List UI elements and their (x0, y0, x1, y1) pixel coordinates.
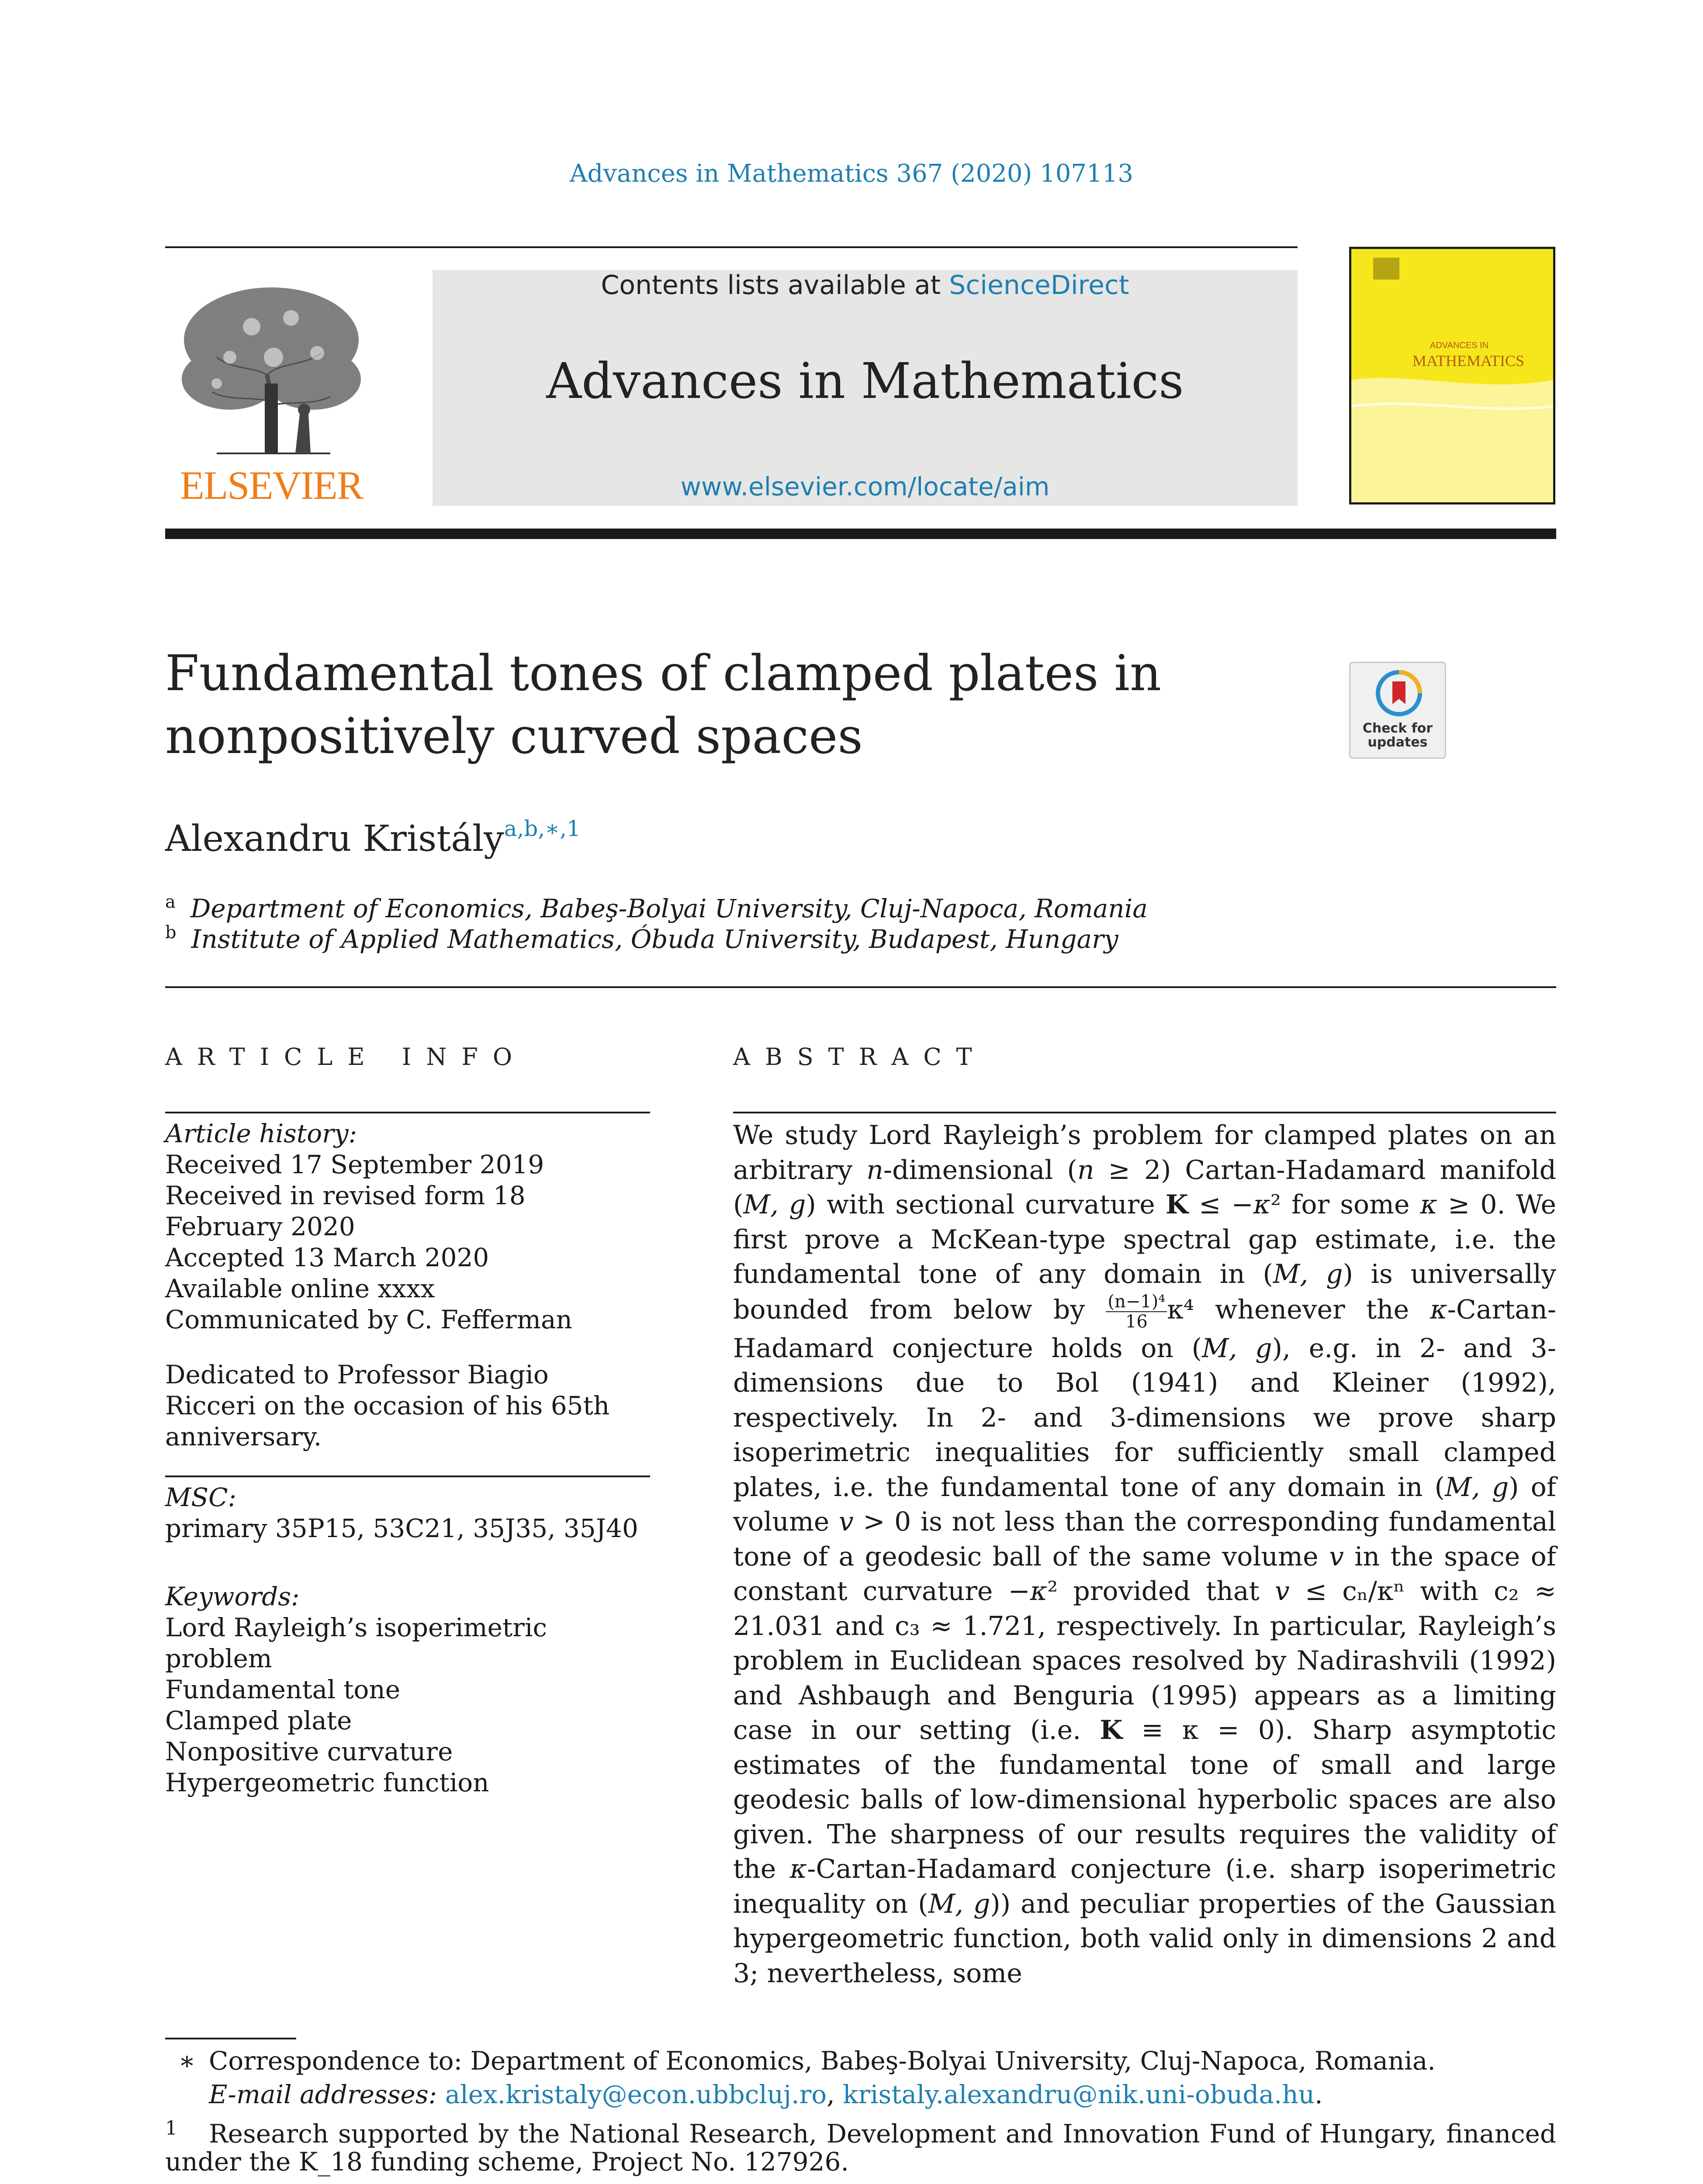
footnote-star-mark: ∗ (178, 2046, 196, 2076)
article-title (165, 642, 1301, 768)
abstract-text-run: ≤ cₙ/κⁿ with c₂ ≈ 21.031 and c₃ ≈ 1.721, respectively. In particular, Rayleigh’s problem in Euclidean spaces resolved by Nadirashvili (1992) and Ashbaugh and Benguria (1995) appears as a limiting case in our setting (i.e. (733, 1576, 1556, 1745)
check-for-updates-badge[interactable] (1349, 662, 1446, 759)
abstract-top-rule (733, 1112, 1556, 1113)
contents-available-line (433, 270, 1298, 301)
abstract-text-run: ) of volume (733, 1472, 1556, 1537)
email-separator: , (827, 2080, 843, 2109)
abstract-heading: ABSTRACT (733, 1043, 987, 1071)
affiliation-a-mark: a (165, 892, 176, 912)
math-symbol: v (838, 1507, 854, 1537)
abstract-text-run: ² for some (1270, 1189, 1420, 1220)
dedication-line: Dedicated to Professor Biagio (165, 1360, 549, 1389)
sciencedirect-link[interactable]: ScienceDirect (949, 270, 1129, 301)
check-updates-line-1: Check for (1362, 721, 1433, 736)
msc-codes: primary 35P15, 53C21, 35J35, 35J40 (165, 1514, 638, 1543)
math-symbol: v (1274, 1576, 1290, 1607)
affiliation-a (165, 892, 1148, 923)
email-label: E-mail addresses: (209, 2080, 445, 2109)
affiliation-a-text: Department of Economics, Babeş-Bolyai University, Cluj-Napoca, Romania (190, 894, 1148, 923)
fraction-denominator: 16 (1125, 1311, 1148, 1332)
math-symbol: M, g (928, 1888, 990, 1919)
abstract-text-run: -dimensional ( (883, 1154, 1077, 1185)
keyword-item: Clamped plate (165, 1706, 352, 1735)
abstract-text-run: ≤ − (1188, 1189, 1253, 1220)
math-symbol: K (1165, 1189, 1188, 1220)
keyword-item: Nonpositive curvature (165, 1737, 453, 1766)
abstract-text-run: ≥ 0. We first prove a McKean-type spectral gap estimate, i.e. the fundamental tone of any domain in ( (733, 1189, 1556, 1289)
funding-line-1: Research supported by the National Research, Development and Innovation Fund of Hungary, financed (209, 2119, 1556, 2149)
abstract-text-run: ² provided that (1047, 1576, 1275, 1607)
abstract-text-run: -Cartan-Hadamard conjecture (i.e. sharp isoperimetric inequality on ( (733, 1854, 1556, 1919)
footnote-rule (165, 2038, 296, 2039)
msc-block (165, 1482, 650, 1544)
abstract-text-run: ≡ κ = 0). Sharp asymptotic estimates of the fundamental tone of small and large geodesic balls of low-dimensional hyperbolic spaces are also given. The sharpness of our results requires the validity of the (733, 1715, 1556, 1884)
abstract-text-run: ) is universally bounded from below by (733, 1259, 1556, 1325)
journal-url-link[interactable]: www.elsevier.com/locate/aim (680, 472, 1050, 501)
article-history (165, 1118, 650, 1335)
author-line (165, 816, 581, 860)
fraction (1106, 1292, 1167, 1331)
abstract-text-run: κ⁴ whenever the (1167, 1294, 1430, 1325)
footnote-one-mark: 1 (165, 2117, 177, 2139)
author-name[interactable]: Alexandru Kristály (165, 818, 504, 860)
fraction-numerator: (n−1)⁴ (1106, 1292, 1167, 1312)
keywords-block (165, 1581, 650, 1798)
footnote-correspondence (165, 2044, 1559, 2078)
email-link-1[interactable]: alex.kristaly@econ.ubbcluj.ro (445, 2080, 827, 2109)
journal-name: Advances in Mathematics (546, 353, 1184, 410)
title-line-2: nonpositively curved spaces (165, 708, 863, 765)
contents-prefix: Contents lists available at (601, 270, 949, 301)
history-item: Communicated by C. Fefferman (165, 1305, 572, 1334)
author-marks[interactable]: a,b,∗,1 (504, 816, 581, 841)
math-symbol: M, g (743, 1189, 806, 1220)
history-item: February 2020 (165, 1212, 355, 1241)
journal-banner (433, 270, 1298, 506)
math-symbol: M, g (1273, 1259, 1343, 1289)
math-symbol: κ (789, 1854, 807, 1884)
math-symbol: n (1077, 1154, 1094, 1185)
title-line-1: Fundamental tones of clamped plates in (165, 645, 1162, 702)
abstract-text-run: )) and peculiar properties of the Gaussian hypergeometric function, both valid only in dimensions 2 and 3; nevertheless, some (733, 1888, 1556, 1989)
keyword-item: problem (165, 1644, 272, 1673)
math-symbol: M, g (1445, 1472, 1509, 1503)
keyword-item: Hypergeometric function (165, 1768, 489, 1797)
dedication-line: Ricceri on the occasion of his 65th (165, 1391, 610, 1420)
abstract-text-run: ≥ 2) Cartan-Hadamard manifold ( (733, 1154, 1557, 1220)
cover-artwork-icon (1351, 249, 1553, 502)
affiliation-b (165, 923, 1118, 954)
history-item: Accepted 13 March 2020 (165, 1243, 489, 1272)
math-symbol: v (1329, 1541, 1344, 1572)
check-updates-line-2: updates (1367, 735, 1428, 750)
history-item: Received in revised form 18 (165, 1181, 526, 1210)
dedication-line: anniversary. (165, 1422, 322, 1451)
math-symbol: κ (1253, 1189, 1271, 1220)
dedication (165, 1359, 650, 1452)
history-item: Available online xxxx (165, 1274, 435, 1303)
math-symbol: n (866, 1154, 883, 1185)
affiliation-b-mark: b (165, 923, 177, 943)
msc-label: MSC: (165, 1482, 237, 1512)
math-symbol: M, g (1202, 1333, 1272, 1364)
abstract-text-run: We study Lord Rayleigh’s problem for clamped plates on an arbitrary (733, 1120, 1556, 1185)
journal-citation[interactable]: Advances in Mathematics 367 (2020) 107113 (570, 159, 1133, 188)
header-bottom-rule (165, 529, 1556, 539)
abstract-body (733, 1118, 1556, 1991)
correspondence-text: Correspondence to: Department of Economics, Babeş-Bolyai University, Cluj-Napoca, Romania. (209, 2046, 1436, 2076)
abstract-text-run: -Cartan-Hadamard conjecture holds on ( (733, 1294, 1556, 1364)
keyword-item: Fundamental tone (165, 1675, 401, 1704)
math-symbol: κ (1030, 1576, 1048, 1607)
cover-small-text: ADVANCES IN (1430, 341, 1489, 350)
math-symbol: K (1100, 1715, 1123, 1745)
header-top-rule (165, 246, 1298, 248)
cover-title-text: MATHEMATICS (1412, 352, 1525, 370)
msc-top-rule (165, 1476, 650, 1477)
footnote-emails (209, 2078, 1559, 2111)
info-top-rule (165, 1112, 650, 1113)
article-info-heading: ARTICLE INFO (165, 1043, 527, 1071)
history-item: Received 17 September 2019 (165, 1150, 544, 1179)
journal-cover-thumbnail[interactable] (1349, 247, 1555, 505)
email-link-2[interactable]: kristaly.alexandru@nik.uni-obuda.hu (843, 2080, 1315, 2109)
abstract-text-run: ) with sectional curvature (806, 1189, 1166, 1220)
math-symbol: κ (1430, 1294, 1447, 1325)
email-end: . (1315, 2080, 1323, 2109)
math-symbol: κ (1420, 1189, 1437, 1220)
elsevier-logo[interactable] (164, 270, 378, 510)
abstract-paragraph (733, 1118, 1556, 1991)
bookmark-icon (1375, 669, 1423, 717)
elsevier-wordmark: ELSEVIER (180, 463, 363, 508)
keywords-label: Keywords: (165, 1582, 300, 1611)
history-label: Article history: (165, 1119, 357, 1148)
keyword-item: Lord Rayleigh’s isoperimetric (165, 1613, 547, 1642)
abstract-text-run: in the space of constant curvature − (733, 1541, 1557, 1607)
abstract-text-run: > 0 is not less than the corresponding fundamental tone of a geodesic ball of the same volume (733, 1507, 1556, 1572)
footnote-funding-cont: under the K_18 funding scheme, Project No. 127926. (165, 2147, 849, 2177)
affiliation-rule (165, 986, 1556, 988)
abstract-text-run: ), e.g. in 2- and 3-dimensions due to Bol (1941) and Kleiner (1992), respectively. In 2- and 3-dimensions we prove sharp isoperimetric inequalities for sufficiently small clamped plates, i.e. the fundamental tone of any domain in ( (733, 1333, 1556, 1503)
affiliation-b-text: Institute of Applied Mathematics, Óbuda University, Budapest, Hungary (191, 924, 1118, 954)
